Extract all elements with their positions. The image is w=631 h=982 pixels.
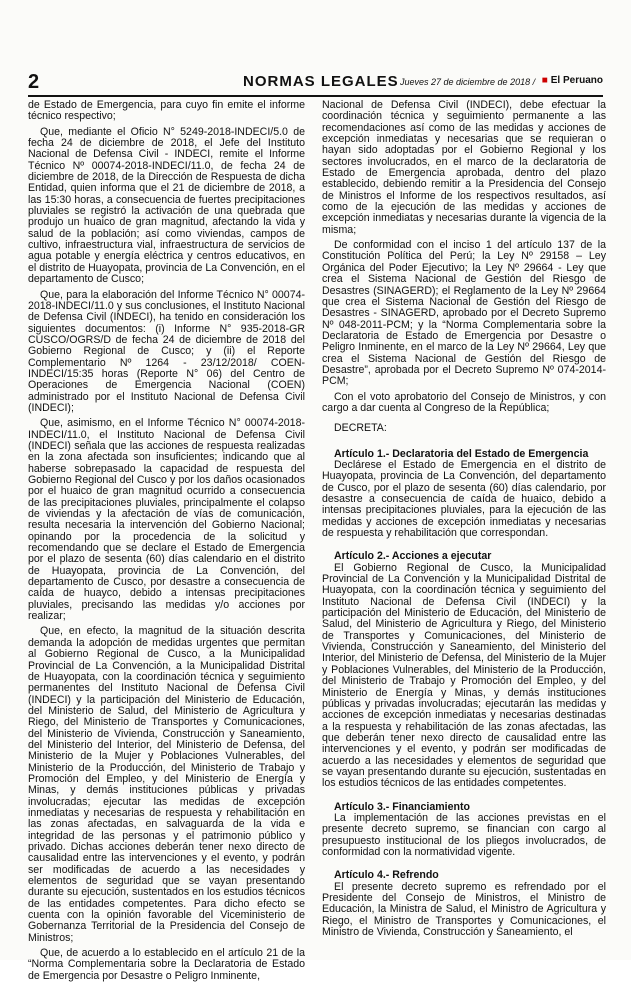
paragraph: Que, de acuerdo a lo establecido en el artículo 21 de la “Norma Complementaria sobre la Declaratoria de Estado de Emergencia por Desastre o Peligro Inminente, [28,947,305,982]
article-1-body: Declárese el Estado de Emergencia en el distrito de Huayopata, provincia de La Convención, del departamento de Cusco, por el plazo de sesenta (60) días calendario, por desastre a consecuencia de caída de huaico, debido a intensas precipitaciones pluviales, para la ejecución de las medidas y acciones de excepción inmediatas y necesarias de respuesta y rehabilitación que correspondan. [322,458,606,540]
page-number: 2 [28,71,40,93]
paragraph: Nacional de Defensa Civil (INDECI), debe efectuar la coordinación técnica y seguimiento permanente a las recomendaciones así como de las medidas y acciones de excepción inmediatas y necesarias que se requieran o hayan sido adoptadas por el Gobierno Regional y los sectores involucrados, en el marco de la declaratoria de Estado de Emergencia aprobada, dentro del plazo establecido, debiendo remitir a la Presidencia del Consejo de Ministros el Informe de los respectivos resultados, así como de la ejecución de las medidas y acciones de excepción inmediatas y necesarias durante la vigencia de la misma; [322,99,606,236]
paragraph: De conformidad con el inciso 1 del artículo 137 de la Constitución Política del Perú; la Ley Nº 29158 – Ley Orgánica del Poder Ejecutivo; la Ley Nº 29664 - Ley que crea el Sistema Nacional de Gestión del Riesgo de Desastres (SINAGERD); el Reglamento de la Ley Nº 29664 que crea el Sistema Nacional de Gestión del Riesgo de Desastres - SINAGERD, aprobado por el Decreto Supremo Nº 048-2011-PCM; y la “Norma Complementaria sobre la Declaratoria de Estado de Emergencia por Desastre o Peligro Inminente, en el marco de la Ley Nº 29664, Ley que crea el Sistema Nacional de Gestión del Riesgo de Desastre”, aprobada por el Decreto Supremo Nº 074-2014-PCM; [322,239,606,388]
paragraph: Que, mediante el Oficio N° 5249-2018-INDECI/5.0 de fecha 24 de diciembre de 2018, el Jefe del Instituto Nacional de Defensa Civil - INDECI, remite el Informe Técnico Nº 00074-2018-INDECI/11.0, de fecha 24 de diciembre de 2018, de la Dirección de Respuesta de dicha Entidad, quien informa que el 21 de diciembre de 2018, a las 15:30 horas, a consecuencia de fuertes precipitaciones pluviales se registró la activación de una quebrada que produjo un huaico de gran magnitud, afectando la vida y salud de la población; así como viviendas, campos de cultivo, infraestructura vial, infraestructura de servicios de agua potable y energía eléctrica y centros educativos, en el distrito de Huayopata, provincia de La Convención, en el departamento de Cusco; [28,125,305,286]
paragraph: Que, asimismo, en el Informe Técnico N° 00074-2018-INDECI/11.0, el Instituto Nacional de Defensa Civil (INDECI) señala que las acciones de respuesta realizadas en la zona afectada son insuficientes; indicando que al haberse sobrepasado la capacidad de respuesta del Gobierno Regional del Cusco y por los daños ocasionados por el huaico de gran magnitud ocurrido a consecuencia de las precipitaciones pluviales, principalmente el colapso de viviendas y la afectación de vías de comunicación, resulta necesaria la intervención del Gobierno Nacional; opinando por la procedencia de la solicitud y recomendando que se declare el Estado de Emergencia por el plazo de sesenta (60) días calendario en el distrito de Huayopata, provincia de La Convención, del departamento de Cusco, por desastre a consecuencia de caída de huayco, debido a intensas precipitaciones pluviales, precisando las medidas y/o acciones por realizar; [28,417,305,623]
article-2-title: Artículo 2.- Acciones a ejecutar [334,550,492,563]
paragraph: Que, en efecto, la magnitud de la situación descrita demanda la adopción de medidas urgentes que permitan al Gobierno Regional de Cusco, a la Municipalidad Provincial de La Convención, a la Municipalidad Distrital de Huayopata, con la coordinación técnica y seguimiento permanentes del Instituto Nacional de Defensa Civil (INDECI) y la participación del Ministerio de Educación, del Ministerio de Salud, del Ministerio de Agricultura y Riego, del Ministerio de Transportes y Comunicaciones, del Ministerio de Vivienda, Construcción y Saneamiento, del Ministerio del Interior, del Ministerio de Defensa, del Ministerio de la Mujer y Poblaciones Vulnerables, del Ministerio de la Producción, del Ministerio de Trabajo y Promoción del Empleo, y del Ministerio de Energía y Minas, y demás instituciones públicas y privadas involucradas; ejecutar las medidas de excepción inmediatas y necesarias de respuesta y rehabilitación en las zonas afectadas, en salvaguarda de la vida e integridad de las personas y el patrimonio público y privado. Dichas acciones deberán tener nexo directo de causalidad entre las intervenciones y el evento, y podrán ser modificadas de acuerdo a las necesidades y elementos de seguridad que se vayan presentando durante su ejecución, sustentados en los estudios técnicos de las entidades competentes. Para dicho efecto se cuenta con la opinión favorable del Viceministerio de Gobernanza Territorial de la Presidencia del Consejo de Ministros; [28,625,305,944]
paragraph: Con el voto aprobatorio del Consejo de Ministros, y con cargo a dar cuenta al Congreso de la República; [322,390,606,414]
left-column [28,99,305,982]
article-3-title: Artículo 3.- Financiamiento [334,800,470,813]
article-2-body: El Gobierno Regional de Cusco, la Municipalidad Provincial de La Convención y la Municipalidad Distrital de Huayopata, con la coordinación técnica y seguimiento del Instituto Nacional de Defensa Civil (INDECI) y la participación del Ministerio de Educación, del Ministerio de Salud, del Ministerio de Agricultura y Riego, del Ministerio de Transportes y Comunicaciones, del Ministerio de Vivienda, Construcción y Saneamiento, del Ministerio del Interior, del Ministerio de Defensa, del Ministerio de la Mujer y Poblaciones Vulnerables, del Ministerio de la Producción, del Ministerio de Trabajo y Promoción del Empleo, y del Ministerio de Energía y Minas, y demás instituciones públicas y privadas involucradas; ejecutarán las medidas y acciones de excepción inmediatas y necesarias destinadas a la respuesta y rehabilitación de las zonas afectadas, las que deberán tener nexo directo de causalidad entre las intervenciones y el evento, y podrán ser modificadas de acuerdo a las necesidades y elementos de seguridad que se vayan presentando durante su ejecución, sustentadas en los estudios técnicos de las entidades competentes. [322,561,606,790]
article-3-body: La implementación de las acciones previstas en el presente decreto supremo, se financian con cargo al presupuesto institucional de los pliegos involucrados, de conformidad con la normatividad vigente. [322,811,606,858]
decreta-heading: DECRETA: [334,422,387,435]
paragraph: Que, para la elaboración del Informe Técnico N° 00074-2018-INDECI/11.0 y sus conclusiones, el Instituto Nacional de Defensa Civil (INDECI), ha tenido en consideración los siguientes documentos: (i) Informe N° 935-2018-GR CUSCO/OGRS/D de fecha 24 de diciembre de 2018 del Gobierno Regional de Cusco; y (ii) el Reporte Complementario Nº 1264 - 23/12/2018/ COEN-INDECI/15:35 horas (Reporte N° 06) del Centro de Operaciones de Emergencia Nacional (COEN) administrado por el Instituto Nacional de Defensa Civil (INDECI); [28,288,305,414]
logo-mark-icon: ■ [541,75,548,86]
article-4-body: El presente decreto supremo es refrendado por el Presidente del Consejo de Ministros, el Ministro de Educación, la Ministra de Salud, el Ministro de Agricultura y Riego, el Ministro de Transportes y Comunicaciones, el Ministro de Vivienda, Construcción y Saneamiento, el [322,880,606,939]
logo-text: El Peruano [550,75,603,86]
el-peruano-logo [542,73,603,89]
article-4-title: Artículo 4.- Refrendo [334,869,439,882]
header-rule [28,95,603,97]
right-column [322,100,606,960]
page-header [28,70,603,94]
paragraph: de Estado de Emergencia, para cuyo fin emite el informe técnico respectivo; [28,99,305,123]
article-1-title: Artículo 1.- Declaratoria del Estado de Emergencia [334,447,589,460]
publication-date: Jueves 27 de diciembre de 2018 / [400,77,536,87]
publication-title: NORMAS LEGALES [243,73,399,90]
